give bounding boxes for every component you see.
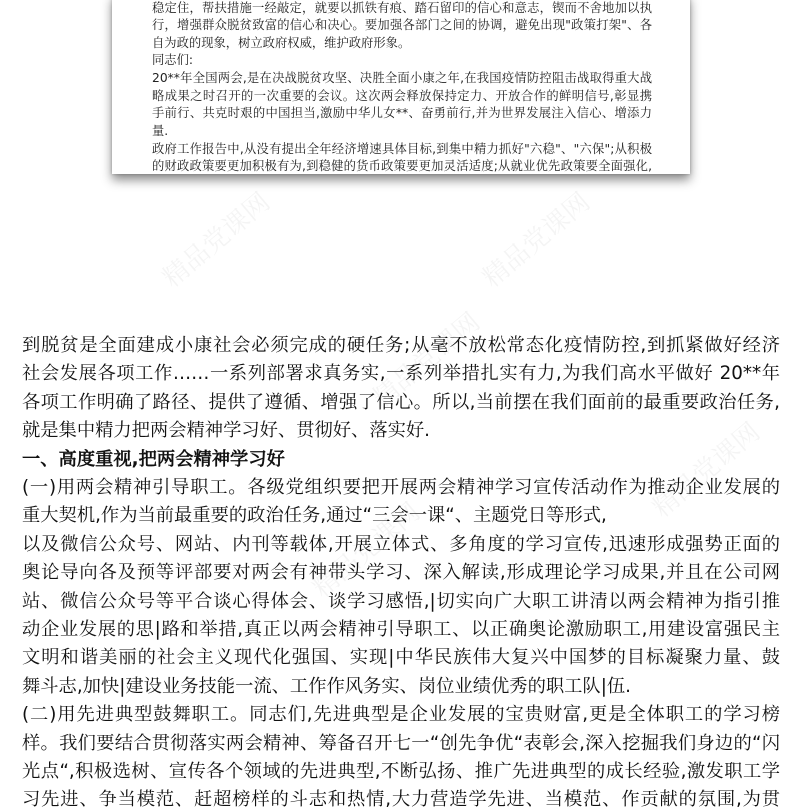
body-text-line: 奥论导向各及预等评部要对两会有神带头学习、深入解读,形成理论学习成果,并且在公司网 xyxy=(22,562,780,584)
card-text-line: 手前行、共克时艰的中国担当,激励中华儿女**、奋勇前行,并为世界发展注入信心、增添力 xyxy=(152,106,652,120)
card-text-line: 的财政政策要更加积极有为,到稳健的货币政策要更加灵活适度;从就业优先政策要全面强化, xyxy=(152,159,652,173)
body-text-line: 重大契机,作为当前最重要的政治任务,通过“三会一课“、主题党日等形式, xyxy=(22,505,607,527)
card-text-line: 略成果之时召开的一次重要的会议。这次两会释放保持定力、开放合作的鲜明信号,彰显携 xyxy=(152,89,652,103)
card-text-line: 量. xyxy=(152,124,169,138)
watermark xyxy=(153,183,276,295)
card-text-line: 稳定住，帮扶措施一经敲定，就要以抓铁有痕、踏石留印的信心和意志，锲而不舍地加以执 xyxy=(152,1,652,15)
section-heading: 一、高度重视,把两会精神学习好 xyxy=(22,448,285,470)
body-text-line: 就是集中精力把两会精神学习好、贯彻好、落实好. xyxy=(22,420,430,442)
body-text-line: 到脱贫是全面建成小康社会必须完成的硬任务;从毫不放松常态化疫情防控,到抓紧做好经济 xyxy=(22,335,780,356)
card-text-line: 行，增强群众脱贫致富的信心和决心。要加强各部门之间的协调，避免出现"政策打架"、各 xyxy=(152,18,652,32)
body-text-line: 各项工作明确了路径、提供了遵循、增强了信心。所以,当前摆在我们面前的最重要政治任务, xyxy=(22,391,780,413)
card-text-line: 同志们: xyxy=(152,53,194,67)
body-text-line: (一)用两会精神引导职工。各级党组织要把开展两会精神学习宣传活动作为推动企业发展的 xyxy=(22,477,780,498)
body-text-line: 文明和谐美丽的社会主义现代化强国、实现|中华民族伟大复兴中国梦的目标凝聚力量、鼓 xyxy=(22,647,780,669)
card-text-line: 自为政的现象，树立政府权威，维护政府形象。 xyxy=(152,36,411,50)
card-text-line: 20**年全国两会,是在决战脱贫攻坚、决胜全面小康之年,在我国疫情防控阻击战取得重大战 xyxy=(152,71,652,85)
body-text-line: 社会发展各项工作……一系列部署求真务实,一系列举措扎实有力,为我们高水平做好 20**年 xyxy=(22,363,780,385)
body-text-line: 光点“,积极选树、宣传各个领域的先进典型,不断弘扬、推广先进典型的成长经验,激发职工学 xyxy=(22,761,780,782)
document-preview-card xyxy=(112,0,690,174)
body-text-line: (二)用先进典型鼓舞职工。同志们,先进典型是企业发展的宝贵财富,更是全体职工的学习榜 xyxy=(22,704,780,726)
body-text-line: 动企业发展的思|路和举措,真正以两会精神引导职工、以正确奥论激励职工,用建设富强民主 xyxy=(22,619,780,640)
card-text-line: 政府工作报告中,从没有提出全年经济增速具体目标,到集中精力抓好"六稳"、"六保";从积极 xyxy=(152,142,652,156)
body-text-line: 站、微信公众号等平合谈心得体会、谈学习感悟,|切实向广大职工讲清以两会精神为指引推 xyxy=(22,590,780,612)
body-text-line: 以及微信公众号、网站、内刊等载体,开展立体式、多角度的学习宣传,迅速形成强势正面的 xyxy=(22,533,780,555)
body-text-line: 舞斗志,加快|建设业务技能一流、工作作风务实、岗位业绩优秀的职工队|伍. xyxy=(22,675,631,697)
body-text-line: 习先进、争当模范、赶超榜样的斗志和热情,大力营造学先进、当模范、作贡献的氛围,为贯 xyxy=(22,789,780,811)
watermark xyxy=(473,183,596,295)
body-text-line: 样。我们要结合贯彻落实两会精神、筹备召开七一“创先争优“表彰会,深入挖掘我们身边的“闪 xyxy=(22,732,780,754)
